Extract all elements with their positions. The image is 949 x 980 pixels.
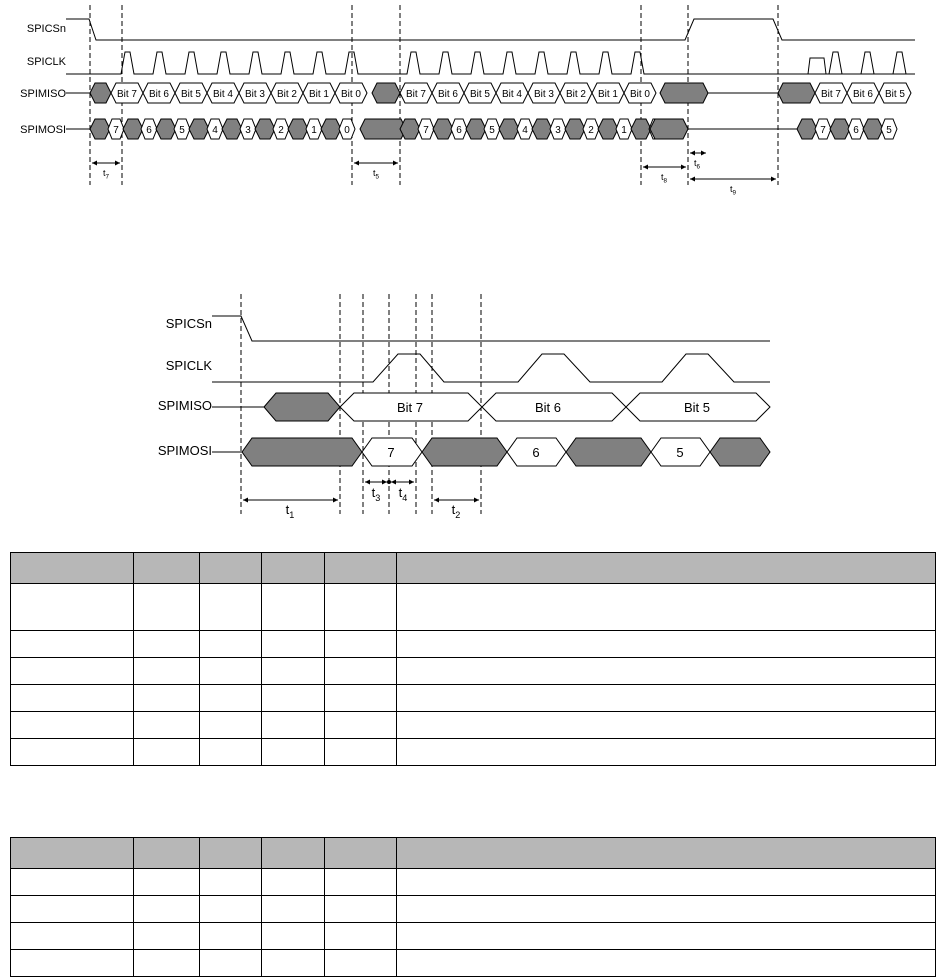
spimosi-run-b-bit-4: 3 xyxy=(555,125,561,136)
spimiso-run-a-bit-2: Bit 5 xyxy=(180,89,202,100)
t1-arrow-head-left xyxy=(243,498,248,503)
signal-label-spicsn: SPICSn xyxy=(165,316,212,331)
table-row xyxy=(11,631,936,658)
table-row xyxy=(11,869,936,896)
spimiso-run-b-bit-1: Bit 6 xyxy=(437,89,459,100)
spimiso-run-b-bit-6: Bit 1 xyxy=(597,89,619,100)
spimosi-run-c-bit-2: 5 xyxy=(886,125,892,136)
spimosi-run-b-bit-1: 6 xyxy=(456,125,462,136)
t2-label: $t_2$ xyxy=(451,502,461,520)
spimosi-shaded xyxy=(242,438,362,466)
timing-table-2 xyxy=(10,837,936,977)
t7-label: $t_7$ xyxy=(102,168,110,181)
t3-label: $t_3$ xyxy=(371,485,381,503)
signal-label-spimosi: SPIMOSI xyxy=(20,124,66,136)
spimiso-shaded xyxy=(264,393,340,421)
t2-arrow-head-left xyxy=(434,498,439,503)
spimiso-run-a-bit-7: Bit 0 xyxy=(340,89,362,100)
spimiso-run-b-bit-0: Bit 7 xyxy=(405,89,427,100)
spimosi-run-b-bit-2: 5 xyxy=(489,125,495,136)
spimosi-run-a-bit-7: 0 xyxy=(344,125,350,136)
table-header-row xyxy=(11,553,936,584)
signal-label-spimiso: SPIMISO xyxy=(20,88,66,100)
t6-label: $t_6$ xyxy=(693,158,701,171)
t3-t4-junction-dot xyxy=(387,480,391,484)
signal-label-spiclk: SPICLK xyxy=(26,56,66,68)
spimiso-run-b-bit-7: Bit 0 xyxy=(629,89,651,100)
t3-arrow-head-left xyxy=(365,480,370,485)
spiclk-waveform xyxy=(212,354,770,382)
spimosi-shaded xyxy=(422,438,507,466)
spimosi-run-b-bit-6: 1 xyxy=(621,125,627,136)
spimiso-run-b-bit-5: Bit 2 xyxy=(565,89,587,100)
spimiso-bit-2: Bit 5 xyxy=(683,400,711,415)
spimiso-run-b-bit-4: Bit 3 xyxy=(533,89,555,100)
spimiso-run-c-bit-0: Bit 7 xyxy=(820,89,842,100)
timing-table-1 xyxy=(10,552,936,766)
spimosi-run-b-bit-5: 2 xyxy=(588,125,594,136)
table-row xyxy=(11,584,936,631)
spimosi-bit-0: 7 xyxy=(387,445,395,460)
spimosi-run-c-bit-0: 7 xyxy=(820,125,826,136)
t2-arrow-head-right xyxy=(474,498,479,503)
spimosi-run-c-bit-1: 6 xyxy=(853,125,859,136)
t5-label: $t_5$ xyxy=(372,168,380,181)
spimosi-shaded xyxy=(566,438,651,466)
t1-label: $t_1$ xyxy=(285,502,295,520)
t3-arrow-head-right xyxy=(382,480,387,485)
table-row xyxy=(11,712,936,739)
spimiso-run-a-bit-1: Bit 6 xyxy=(148,89,170,100)
spimosi-run-a-bit-0: 7 xyxy=(113,125,119,136)
t4-label: $t_4$ xyxy=(398,485,408,503)
t4-arrow-head-left xyxy=(391,480,396,485)
spimosi-run-a-bit-4: 3 xyxy=(245,125,251,136)
spimiso-run-b-bit-3: Bit 4 xyxy=(501,89,523,100)
spimosi-run-a-bit-6: 1 xyxy=(311,125,317,136)
table-header-row xyxy=(11,838,936,869)
table-row xyxy=(11,950,936,977)
spimiso-run-a-bit-0: Bit 7 xyxy=(116,89,138,100)
table-row xyxy=(11,739,936,766)
spimiso-bit-1: Bit 6 xyxy=(534,400,562,415)
signal-label-spicsn: SPICSn xyxy=(26,23,66,35)
spimiso-run-b-bit-2: Bit 5 xyxy=(469,89,491,100)
spimiso-run-a-bit-3: Bit 4 xyxy=(212,89,234,100)
spimosi-bit-1: 6 xyxy=(532,445,540,460)
table-row xyxy=(11,685,936,712)
spimosi-run-b-bit-0: 7 xyxy=(423,125,429,136)
table-row xyxy=(11,923,936,950)
spimosi-run-a-bit-3: 4 xyxy=(212,125,218,136)
table-row xyxy=(11,896,936,923)
t1-arrow-head-right xyxy=(333,498,338,503)
spimosi-run-a-bit-1: 6 xyxy=(146,125,152,136)
spimiso-run-c-bit-1: Bit 6 xyxy=(852,89,874,100)
spimosi-run-a-bit-2: 5 xyxy=(179,125,185,136)
signal-label-spiclk: SPICLK xyxy=(165,358,212,373)
spimosi-shaded xyxy=(710,438,770,466)
spimosi-bit-2: 5 xyxy=(676,445,684,460)
spicsn-waveform xyxy=(212,316,770,341)
table-row xyxy=(11,658,936,685)
spimiso-bit-0: Bit 7 xyxy=(396,400,424,415)
spimiso-run-a-bit-4: Bit 3 xyxy=(244,89,266,100)
spimosi-run-a-bit-5: 2 xyxy=(278,125,284,136)
t8-label: $t_8$ xyxy=(660,172,668,185)
t4-arrow-head-right xyxy=(409,480,414,485)
t9-label: $t_9$ xyxy=(729,184,737,197)
spimiso-run-c-bit-2: Bit 5 xyxy=(884,89,906,100)
spimosi-run-b-bit-3: 4 xyxy=(522,125,528,136)
spimiso-run-a-bit-5: Bit 2 xyxy=(276,89,298,100)
signal-label-spimiso: SPIMISO xyxy=(157,398,212,413)
signal-label-spimosi: SPIMOSI xyxy=(157,443,212,458)
spimiso-run-a-bit-6: Bit 1 xyxy=(308,89,330,100)
